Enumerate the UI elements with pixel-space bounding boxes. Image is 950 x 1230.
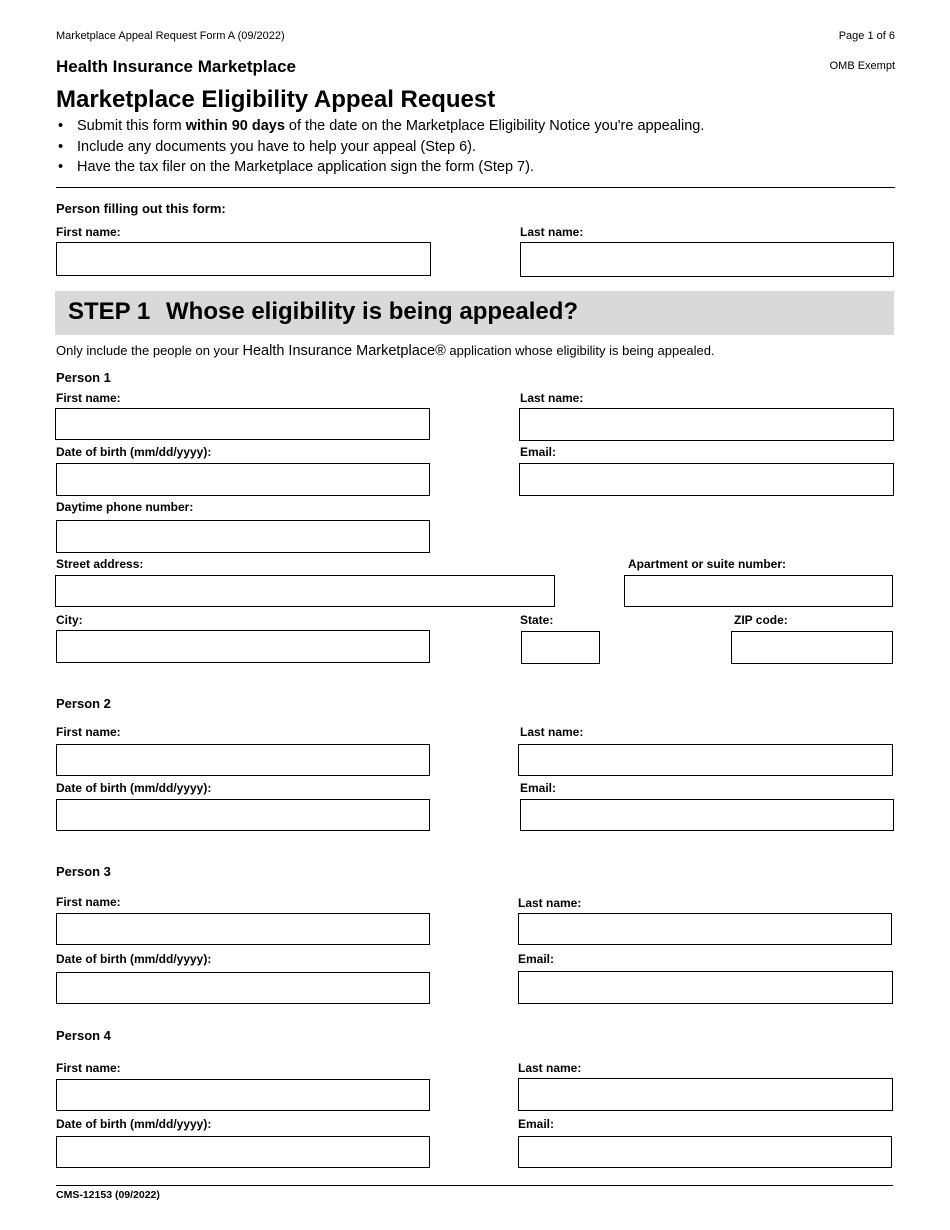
person2-email-label: Email:: [520, 781, 557, 795]
person1-dob-label: Date of birth (mm/dd/yyyy):: [56, 445, 212, 459]
person2-first-name-input[interactable]: [56, 744, 430, 776]
person3-email-input[interactable]: [518, 971, 893, 1004]
person1-state-input[interactable]: [521, 631, 600, 664]
header-divider: [56, 187, 895, 188]
instructions-list: [56, 116, 704, 178]
person4-last-name-label: Last name:: [518, 1061, 582, 1075]
person1-apt-label: Apartment or suite number:: [628, 557, 787, 571]
person2-dob-label: Date of birth (mm/dd/yyyy):: [56, 781, 212, 795]
person3-last-name-input[interactable]: [518, 913, 892, 945]
person2-dob-input[interactable]: [56, 799, 430, 831]
person1-first-name-input[interactable]: [55, 408, 430, 440]
person2-email-input[interactable]: [520, 799, 894, 831]
person1-email-label: Email:: [520, 445, 557, 459]
person1-dob-input[interactable]: [56, 463, 430, 496]
form-code: CMS-12153 (09/2022): [56, 1189, 160, 1201]
person1-first-name-label: First name:: [56, 391, 121, 405]
filler-heading: Person filling out this form:: [56, 201, 226, 216]
person4-email-label: Email:: [518, 1117, 555, 1131]
instruction-item: • Have the tax filer on the Marketplace application sign the form (Step 7).: [56, 157, 704, 178]
filler-last-name-input[interactable]: [520, 242, 894, 277]
person1-street-label: Street address:: [56, 557, 144, 571]
person1-zip-label: ZIP code:: [734, 613, 788, 627]
person1-zip-input[interactable]: [731, 631, 893, 664]
person1-last-name-label: Last name:: [520, 391, 584, 405]
step1-banner: [55, 291, 894, 335]
person1-phone-input[interactable]: [56, 520, 430, 553]
form-id: Marketplace Appeal Request Form A (09/2022): [56, 30, 285, 42]
person3-dob-label: Date of birth (mm/dd/yyyy):: [56, 952, 212, 966]
person3-first-name-input[interactable]: [56, 913, 430, 945]
person4-last-name-input[interactable]: [518, 1078, 893, 1111]
person1-city-label: City:: [56, 613, 83, 627]
person2-last-name-label: Last name:: [520, 725, 584, 739]
person4-heading: Person 4: [56, 1028, 111, 1043]
person2-heading: Person 2: [56, 696, 111, 711]
person1-heading: Person 1: [56, 370, 111, 385]
step1-intro: Only include the people on your Health Insurance Marketplace® application whose eligibility is being appealed.: [56, 343, 715, 359]
step1-title: Whose eligibility is being appealed?: [166, 298, 579, 325]
person1-phone-label: Daytime phone number:: [56, 500, 194, 514]
person3-last-name-label: Last name:: [518, 896, 582, 910]
person3-email-label: Email:: [518, 952, 555, 966]
page-number: Page 1 of 6: [838, 30, 895, 42]
person4-first-name-input[interactable]: [56, 1079, 430, 1111]
person3-dob-input[interactable]: [56, 972, 430, 1004]
person4-dob-label: Date of birth (mm/dd/yyyy):: [56, 1117, 212, 1131]
instruction-item: • Include any documents you have to help your appeal (Step 6).: [56, 137, 704, 158]
instruction-item: • Submit this form within 90 days of the date on the Marketplace Eligibility Notice you're appealing.: [56, 116, 704, 137]
footer-divider: [56, 1185, 893, 1186]
person2-first-name-label: First name:: [56, 725, 121, 739]
person1-city-input[interactable]: [56, 630, 430, 663]
step1-number: STEP 1: [68, 298, 151, 325]
omb-exempt: OMB Exempt: [829, 60, 895, 72]
filler-first-name-input[interactable]: [56, 242, 431, 276]
person2-last-name-input[interactable]: [518, 744, 893, 776]
person1-last-name-input[interactable]: [519, 408, 894, 441]
filler-first-name-label: First name:: [56, 225, 121, 239]
person1-apt-input[interactable]: [624, 575, 893, 607]
person1-state-label: State:: [520, 613, 554, 627]
person4-dob-input[interactable]: [56, 1136, 430, 1168]
filler-last-name-label: Last name:: [520, 225, 584, 239]
page-title: Marketplace Eligibility Appeal Request: [56, 86, 496, 113]
person4-email-input[interactable]: [518, 1136, 892, 1168]
person3-first-name-label: First name:: [56, 895, 121, 909]
person1-email-input[interactable]: [519, 463, 894, 496]
person1-street-input[interactable]: [55, 575, 555, 607]
brand-name: Health Insurance Marketplace: [56, 57, 296, 76]
person3-heading: Person 3: [56, 864, 111, 879]
person4-first-name-label: First name:: [56, 1061, 121, 1075]
